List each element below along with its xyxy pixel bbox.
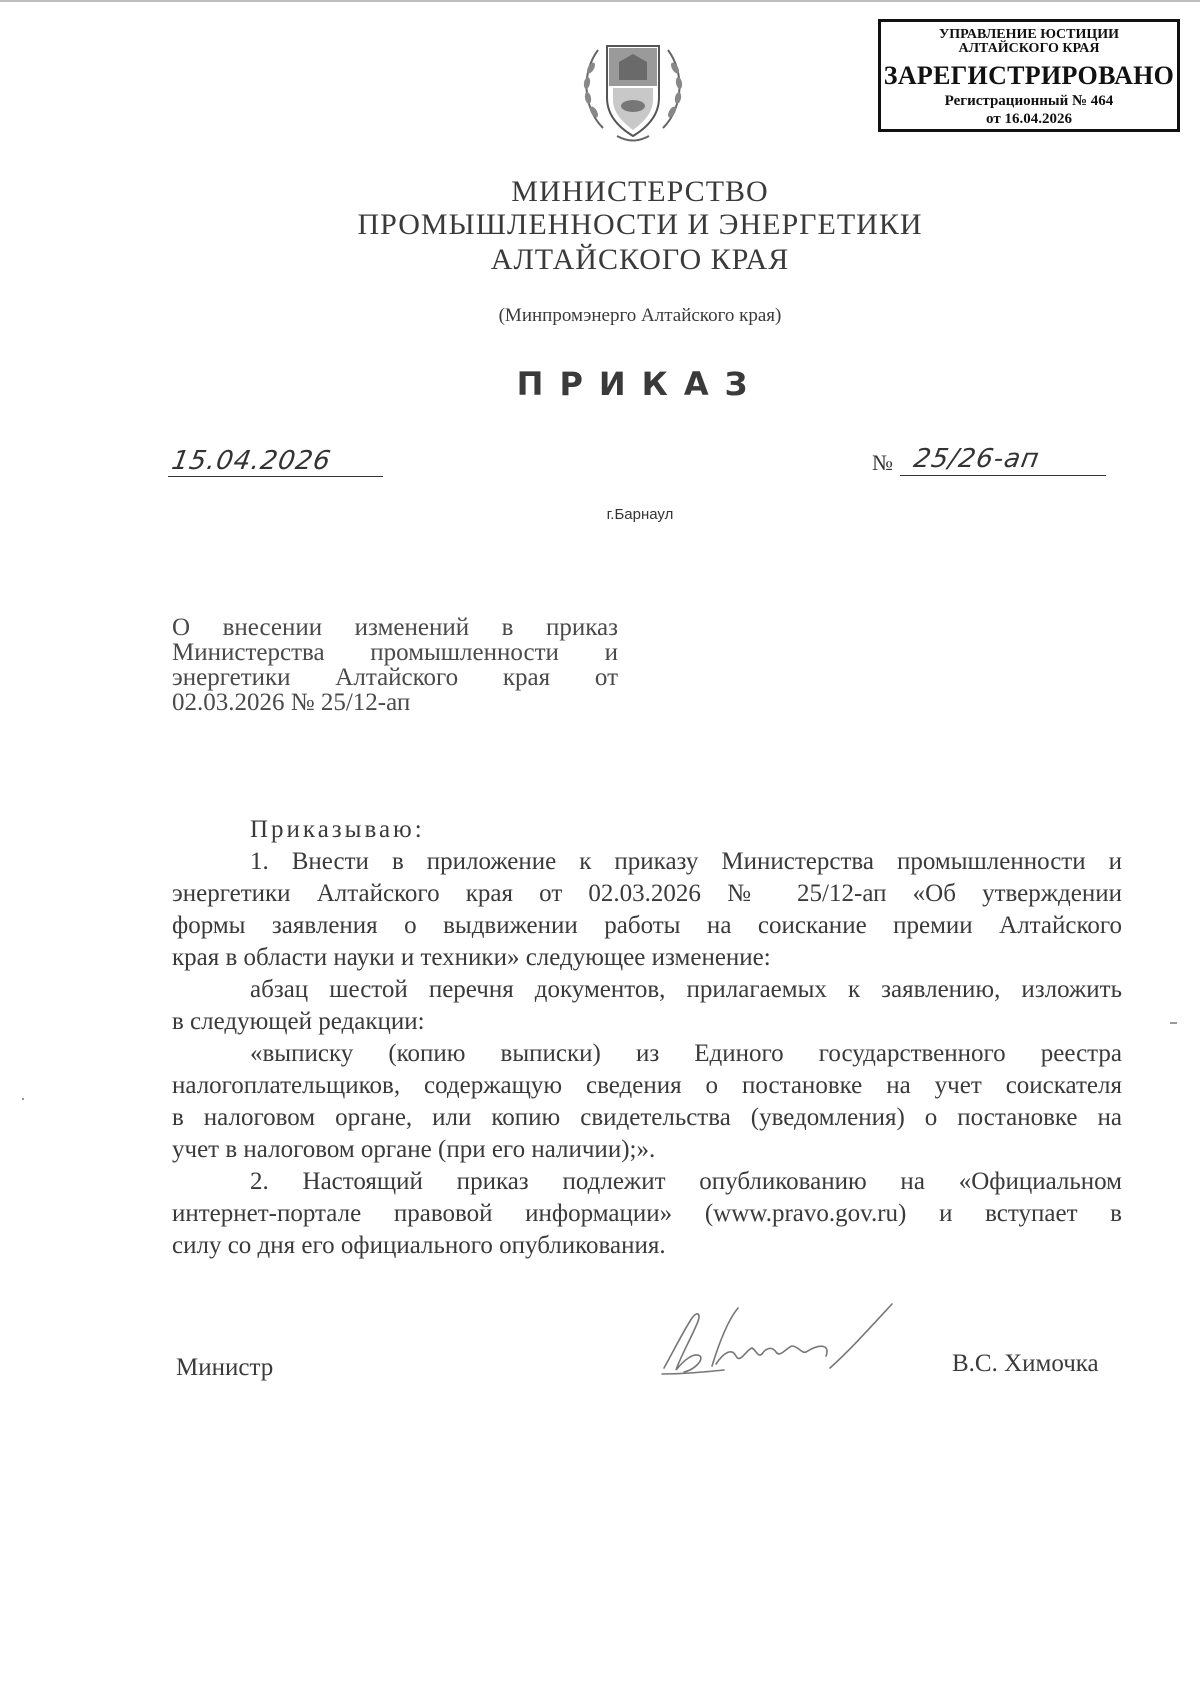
- city: г.Барнаул: [606, 506, 674, 523]
- signatory-name: В.С. Химочка: [952, 1350, 1099, 1377]
- handwritten-signature: [654, 1290, 914, 1400]
- coat-of-arms-emblem: [573, 28, 693, 146]
- body-line: в налоговом органе, или копию свидетельства (уведомления) о постановке на: [172, 1104, 1122, 1131]
- stamp-authority-line1: УПРАВЛЕНИЕ ЮСТИЦИИ: [939, 27, 1119, 42]
- registration-stamp: [878, 19, 1180, 132]
- subject-line: О внесении изменений в приказ: [172, 614, 618, 641]
- order-date-handwritten: 15.04.2026: [169, 446, 334, 476]
- body-line: абзац шестой перечня документов, прилагаемых к заявлению, изложить: [250, 976, 1122, 1003]
- scan-speck: [1170, 1022, 1177, 1024]
- subject-line: Министерства промышленности и: [172, 639, 618, 666]
- body-line: интернет-портале правовой информации» (www.pravo.gov.ru) и вступает в: [172, 1200, 1122, 1227]
- body-line: энергетики Алтайского края от 02.03.2026 № 25/12-ап «Об утверждении: [172, 880, 1122, 907]
- body-line: 1. Внести в приложение к приказу Министерства промышленности и: [250, 848, 1122, 875]
- stamp-authority-line2: АЛТАЙСКОГО КРАЯ: [958, 41, 1100, 56]
- order-date-field: [168, 444, 383, 477]
- order-number-handwritten: 25/26-ап: [911, 444, 1042, 474]
- body-line: налогоплательщиков, содержащую сведения о постановке на учет соискателя: [172, 1072, 1122, 1099]
- number-sign: №: [872, 450, 893, 475]
- ministry-name-line2: ПРОМЫШЛЕННОСТИ И ЭНЕРГЕТИКИ: [357, 208, 923, 241]
- ministry-short-name: (Минпромэнерго Алтайского края): [498, 305, 782, 326]
- body-line: 2. Настоящий приказ подлежит опубликованию на «Официальном: [250, 1168, 1122, 1195]
- scan-top-edge: [0, 0, 1200, 2]
- body-line: в следующей редакции:: [172, 1008, 425, 1035]
- body-line: формы заявления о выдвижении работы на соискание премии Алтайского: [172, 912, 1122, 939]
- stamp-title: ЗАРЕГИСТРИРОВАНО: [883, 61, 1175, 90]
- ministry-name-line1: МИНИСТЕРСТВО: [511, 175, 769, 208]
- signatory-position: Министр: [176, 1354, 274, 1381]
- order-body: [172, 814, 1122, 1262]
- stamp-registration-date: от 16.04.2026: [986, 111, 1072, 127]
- subject-line: энергетики Алтайского края от: [172, 664, 618, 691]
- ministry-name-line3: АЛТАЙСКОГО КРАЯ: [490, 243, 790, 276]
- directive: Приказываю:: [250, 816, 425, 843]
- body-line: учет в налоговом органе (при его наличии);».: [172, 1136, 656, 1163]
- order-number-field: [872, 444, 1106, 476]
- number-underline: [900, 475, 1106, 476]
- subject-line: 02.03.2026 № 25/12-ап: [172, 689, 411, 716]
- document-type-title: ПРИКАЗ: [516, 365, 764, 403]
- order-subject: [172, 615, 618, 715]
- body-line: «выписку (копию выписки) из Единого государственного реестра: [250, 1040, 1122, 1067]
- body-line: края в области науки и техники» следующее изменение:: [172, 944, 771, 971]
- stamp-registration-number: Регистрационный № 464: [944, 93, 1114, 109]
- body-line: силу со дня его официального опубликования.: [172, 1232, 666, 1259]
- scan-speck: [22, 1098, 24, 1100]
